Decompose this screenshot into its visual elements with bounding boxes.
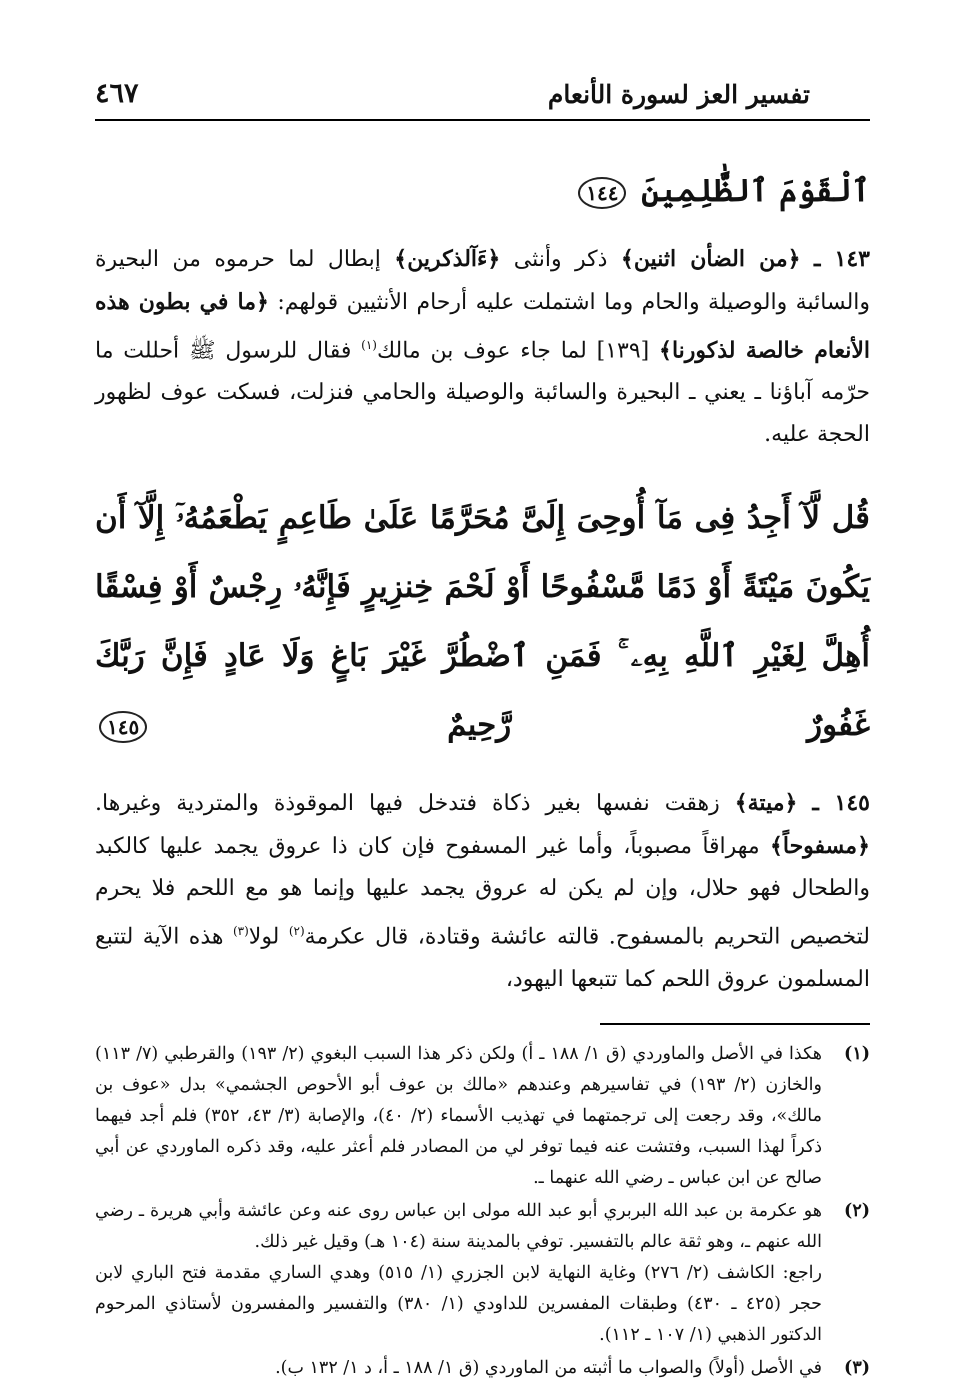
footnote-ref: (٣): [232, 924, 249, 939]
footnote-number: (٢): [844, 1200, 870, 1221]
commentary-paragraph-143: [95, 238, 870, 456]
running-header: [95, 78, 870, 121]
ayah-number-mark: ١٤٥: [99, 711, 147, 743]
commentary-text: [١٣٩] لما جاء عوف بن مالك: [376, 338, 650, 364]
commentary-text: لولا: [248, 924, 280, 950]
footnote-text: [95, 1196, 822, 1351]
quoted-phrase: ﴿مسفوحاً﴾: [769, 833, 870, 860]
verse-text: قُل لَّآ أَجِدُ فِى مَآ أُوحِىَ إِلَىَّ مُحَرَّمًا عَلَىٰ طَاعِمٍ يَطْعَمُهُۥٓ إِلَّآ أَن يَكُونَ مَيْتَةً أَوْ دَمًا مَّسْفُوحًا أَوْ لَحْمَ خِنزِيرٍ فَإِنَّهُۥ رِجْسٌ أَوْ فِسْقًا أُهِلَّ لِغَيْرِ ٱللَّهِ بِهِۦ ۚ فَمَنِ ٱضْطُرَّ غَيْرَ بَاغٍ وَلَا عَادٍ فَإِنَّ رَبَّكَ غَفُورٌ رَّحِيمٌ: [95, 500, 871, 744]
commentary-text: زهقت نفسها بغير ذكاة فتدخل فيها الموقوذة والمتردية وغيرها.: [95, 791, 720, 817]
footnote-ref: (٢): [288, 924, 305, 939]
paragraph-number: ١٤٥ ـ: [812, 790, 870, 817]
footnote-text: [95, 1039, 822, 1194]
commentary-text: إبطال لما حرموه من البحيرة والسائبة والوصيلة والحام وما اشتملت عليه أرحام الأنثيين قولهم:: [95, 247, 871, 315]
footnote: [95, 1039, 870, 1194]
quran-verse-145: [95, 484, 870, 760]
commentary-text: ذكر وأنثى: [513, 247, 608, 272]
quoted-phrase: ﴿ءَآلذكرين﴾: [394, 246, 501, 272]
footnote-text: [95, 1353, 822, 1384]
footnote-line: راجع: الكاشف (٢/ ٢٧٦) وغاية النهاية لابن الجزري (١/ ٥١٥) وهدي الساري مقدمة فتح الباري لابن حجر (٤٢٥ ـ ٤٣٠) وطبقات المفسرين للداودي (١/ ٣٨٠) والتفسير والمفسرون لأستاذي المرحوم الدكتور الذهبي (١/ ١٠٧ ـ ١١٢).: [95, 1262, 822, 1345]
commentary-text: فقال للرسول ﷺ أحللت ما حرّمه آباؤنا ـ يعني ـ البحيرة والسائبة والوصيلة والحامي فنزلت، فسكت عوف لظهور الحجة عليه.: [95, 338, 870, 448]
footnote: [95, 1196, 870, 1351]
footnote-line: هكذا في الأصل والماوردي (ق ١/ ١٨٨ ـ أ) ولكن ذكر هذا السبب البغوي (٢/ ١٩٣) والقرطبي (٧/ ١١٣) والخازن (٢/ ١٩٣) في تفاسيرهم وعندهم «مالك بن عوف أبو الأحوص الجشمي» بدل «عوف بن مالك»، وقد رجعت إلى ترجمتهما في تهذيب الأسماء (٢/ ٤٠)، والإصابة (٣/ ٤٣، ٣٥٢) فلم أجد فيهما ذكراً لهذا السبب، وفتشت عنه فيما توفر لي من المصادر فلم أعثر عليه، وقد ذكره الماوردي عن أبي صالح عن ابن عباس ـ رضي الله عنهما ـ.: [95, 1043, 823, 1188]
verse-text: ٱلْقَوْمَ ٱلظَّٰلِمِينَ: [641, 173, 870, 209]
quoted-phrase: ﴿من الضأن اثنين﴾: [620, 246, 801, 272]
footnote-ref: (١): [361, 338, 377, 352]
commentary-text: هذه الآية لتتبع المسلمون عروق اللحم كما تتبعها اليهود،: [95, 924, 870, 992]
quoted-phrase: ﴿ميتة﴾: [734, 790, 798, 817]
footnote-separator: [600, 1023, 870, 1025]
running-title: تفسير العز لسورة الأنعام: [547, 80, 810, 109]
quoted-phrase: ﴿ما في بطون هذه الأنعام خالصة لذكورنا﴾: [95, 289, 870, 364]
quran-verse-fragment: [95, 157, 870, 226]
footnote-line: في الأصل (أولاً) والصواب ما أثبته من الماوردي (ق ١/ ١٨٨ ـ أ، د ١/ ١٣٢ ب).: [275, 1357, 822, 1378]
commentary-paragraph-145: [95, 782, 870, 1000]
page-number: ٤٦٧: [95, 78, 139, 109]
commentary-text: مهراقاً مصبوباً، وأما غير المسفوح فإن كان ذا عروق يجمد عليها كالكبد والطحال فهو حلال، وإن لم يكن له عروق يجمد عليها وإنما هو مع اللحم فلا يحرم لتخصيص التحريم بالمسفوح. قالته عائشة وقتادة، قال عكرمة: [95, 834, 870, 950]
footnotes: [95, 1039, 870, 1384]
ayah-number-mark: ١٤٤: [578, 177, 626, 209]
footnote-line: هو عكرمة بن عبد الله البربري أبو عبد الله مولى ابن عباس روى عنه وعن عائشة وأبي هريرة ـ رضي الله عنهم ـ، وهو ثقة عالم بالتفسير. توفي بالمدينة سنة (١٠٤ هـ) وقيل غير ذلك.: [95, 1200, 822, 1252]
footnote-number: (١): [844, 1043, 870, 1064]
footnote-number: (٣): [844, 1357, 870, 1378]
paragraph-number: ١٤٣ ـ: [813, 246, 870, 272]
footnote: [95, 1353, 870, 1384]
